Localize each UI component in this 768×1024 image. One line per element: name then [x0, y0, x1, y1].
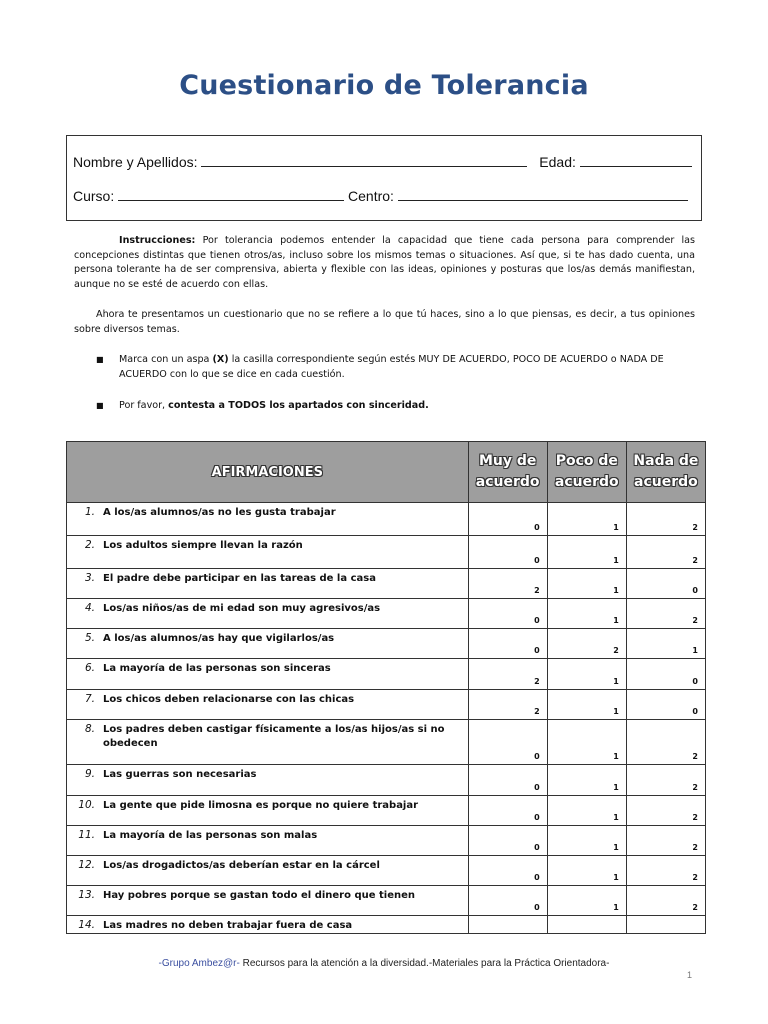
answer-cell-poco[interactable]: 1	[547, 856, 626, 886]
statement-cell	[67, 536, 469, 569]
answer-cell-nada[interactable]: 0	[626, 659, 705, 690]
answer-cell-poco[interactable]: 1	[547, 599, 626, 629]
footer	[0, 958, 768, 969]
statement-text: A los/as alumnos/as hay que vigilarlos/as	[103, 633, 335, 644]
bullet-mark-text: Marca con un aspa (X) la casilla correspondiente según estés MUY DE ACUERDO, POCO DE ACUERDO o NADA DE ACUERDO con lo que se dice en cada cuestión.	[119, 354, 664, 380]
statement-number: 2.	[84, 539, 95, 551]
answer-cell-muy[interactable]: 0	[468, 599, 547, 629]
answer-cell-nada[interactable]: 2	[626, 886, 705, 916]
instructions-text: Por tolerancia podemos entender la capacidad que tiene cada persona para comprender las concepciones distintas que tienen otros/as, incluso sobre los mismos temas o situaciones. Así que, si te has dado cuenta, una persona tolerante ha de ser comprensiva, abierta y flexible con las ideas, opiniones y posturas que los/as demás manifiestan, aunque no se esté de acuerdo con ellas.	[74, 235, 695, 290]
answer-cell-poco[interactable]: 1	[547, 765, 626, 796]
answer-cell-nada[interactable]: 0	[626, 690, 705, 720]
course-center-row	[73, 188, 688, 204]
table-row	[67, 796, 706, 826]
statement-text: Hay pobres porque se gastan todo el dinero que tienen	[103, 890, 416, 901]
answer-cell-muy[interactable]: 0	[468, 796, 547, 826]
answer-cell-nada[interactable]: 2	[626, 826, 705, 856]
statement-cell	[67, 690, 469, 720]
statement-cell	[67, 916, 469, 934]
statement-number: 8.	[84, 723, 95, 735]
answer-cell-nada[interactable]: 2	[626, 765, 705, 796]
statement-cell	[67, 569, 469, 599]
answer-cell-muy[interactable]: 2	[468, 569, 547, 599]
intro-paragraph: Ahora te presentamos un cuestionario que no se refiere a lo que tú haces, sino a lo que piensas, es decir, a tus opiniones sobre diversos temas.	[74, 309, 695, 335]
age-field[interactable]	[580, 154, 692, 167]
statement-number: 9.	[84, 768, 95, 780]
center-field[interactable]	[398, 188, 688, 201]
table-row	[67, 856, 706, 886]
footer-brand: -Grupo Ambez@r-	[158, 958, 240, 969]
statement-cell	[67, 826, 469, 856]
table-row	[67, 599, 706, 629]
answer-cell-muy[interactable]: 0	[468, 536, 547, 569]
statement-number: 14.	[78, 919, 95, 931]
table-row	[67, 629, 706, 659]
statement-cell	[67, 659, 469, 690]
bullet-square-icon: ■	[96, 401, 104, 410]
statement-cell	[67, 503, 469, 536]
statement-number: 3.	[84, 572, 95, 584]
table-row	[67, 765, 706, 796]
statement-number: 5.	[84, 632, 95, 644]
answer-cell-muy[interactable]	[468, 916, 547, 934]
instructions-lead: Instrucciones:	[119, 235, 196, 246]
age-label: Edad:	[539, 154, 576, 170]
statement-text: El padre debe participar en las tareas de la casa	[103, 573, 376, 584]
statement-number: 11.	[78, 829, 95, 841]
table-row	[67, 536, 706, 569]
header-muy-de-acuerdo: Muy de acuerdo	[468, 442, 547, 503]
statement-text: Los/as drogadictos/as deberían estar en la cárcel	[103, 860, 380, 871]
statement-cell	[67, 856, 469, 886]
answer-cell-nada[interactable]: 2	[626, 503, 705, 536]
statement-cell	[67, 629, 469, 659]
answer-cell-poco[interactable]: 1	[547, 796, 626, 826]
answer-cell-muy[interactable]: 0	[468, 503, 547, 536]
statement-text: La mayoría de las personas son malas	[103, 830, 318, 841]
statement-text: La gente que pide limosna es porque no quiere trabajar	[103, 800, 419, 811]
answer-cell-muy[interactable]: 0	[468, 856, 547, 886]
answer-cell-nada[interactable]: 2	[626, 536, 705, 569]
answer-cell-muy[interactable]: 0	[468, 720, 547, 765]
header-poco-de-acuerdo: Poco de acuerdo	[547, 442, 626, 503]
statement-text: La mayoría de las personas son sinceras	[103, 663, 331, 674]
answer-cell-nada[interactable]: 2	[626, 856, 705, 886]
answer-cell-muy[interactable]: 0	[468, 629, 547, 659]
answer-cell-muy[interactable]: 0	[468, 765, 547, 796]
header-nada-de-acuerdo: Nada de acuerdo	[626, 442, 705, 503]
answer-cell-nada[interactable]	[626, 916, 705, 934]
table-row	[67, 690, 706, 720]
footer-text: Recursos para la atención a la diversidad.-Materiales para la Práctica Orientadora-	[239, 958, 610, 969]
answer-cell-nada[interactable]: 1	[626, 629, 705, 659]
student-info-box	[66, 135, 702, 221]
course-label: Curso:	[73, 188, 115, 204]
answer-cell-poco[interactable]: 1	[547, 826, 626, 856]
statement-number: 6.	[84, 662, 95, 674]
statement-cell	[67, 720, 469, 765]
statement-number: 12.	[78, 859, 95, 871]
answer-cell-nada[interactable]: 2	[626, 720, 705, 765]
statement-cell	[67, 599, 469, 629]
name-field[interactable]	[201, 154, 527, 167]
name-age-row	[73, 154, 692, 170]
answer-cell-nada[interactable]: 0	[626, 569, 705, 599]
questionnaire-table	[66, 441, 706, 934]
table-row	[67, 569, 706, 599]
statement-cell	[67, 765, 469, 796]
statement-number: 10.	[78, 799, 95, 811]
answer-cell-poco[interactable]: 1	[547, 690, 626, 720]
answer-cell-poco[interactable]	[547, 916, 626, 934]
statement-text: Las madres no deben trabajar fuera de casa	[103, 920, 353, 931]
answer-cell-poco[interactable]: 1	[547, 569, 626, 599]
answer-cell-poco[interactable]: 1	[547, 536, 626, 569]
statement-text: A los/as alumnos/as no les gusta trabajar	[103, 507, 336, 518]
table-row	[67, 886, 706, 916]
center-label: Centro:	[348, 188, 394, 204]
answer-cell-nada[interactable]: 2	[626, 796, 705, 826]
statement-text: Las guerras son necesarias	[103, 769, 257, 780]
statement-number: 1.	[84, 506, 95, 518]
answer-cell-poco[interactable]: 2	[547, 629, 626, 659]
course-field[interactable]	[118, 188, 344, 201]
answer-cell-muy[interactable]: 0	[468, 886, 547, 916]
page-number: 1	[687, 970, 693, 980]
name-label: Nombre y Apellidos:	[73, 154, 198, 170]
statement-number: 4.	[84, 602, 95, 614]
instructions-paragraph	[74, 234, 695, 292]
statement-number: 7.	[84, 693, 95, 705]
answer-cell-poco[interactable]: 1	[547, 886, 626, 916]
statement-cell	[67, 886, 469, 916]
table-row	[67, 659, 706, 690]
table-row	[67, 916, 706, 934]
statement-text: Los adultos siempre llevan la razón	[103, 540, 303, 551]
bullet-square-icon: ■	[96, 355, 104, 364]
bullet-answer-all-text: Por favor, contesta a TODOS los apartados con sinceridad.	[119, 400, 429, 411]
statement-number: 13.	[78, 889, 95, 901]
table-row	[67, 503, 706, 536]
answer-cell-poco[interactable]: 1	[547, 659, 626, 690]
statement-cell	[67, 796, 469, 826]
page-title: Cuestionario de Tolerancia	[179, 70, 589, 101]
statement-text: Los chicos deben relacionarse con las chicas	[103, 694, 355, 705]
table-row	[67, 826, 706, 856]
answer-cell-muy[interactable]: 2	[468, 659, 547, 690]
statement-text: Los/as niños/as de mi edad son muy agresivos/as	[103, 603, 381, 614]
answer-cell-poco[interactable]: 1	[547, 503, 626, 536]
answer-cell-muy[interactable]: 2	[468, 690, 547, 720]
table-row	[67, 720, 706, 765]
header-statements: AFIRMACIONES	[67, 442, 469, 503]
statement-text: Los padres deben castigar físicamente a los/as hijos/as si no obedecen	[103, 724, 445, 749]
answer-cell-nada[interactable]: 2	[626, 599, 705, 629]
answer-cell-muy[interactable]: 0	[468, 826, 547, 856]
answer-cell-poco[interactable]: 1	[547, 720, 626, 765]
